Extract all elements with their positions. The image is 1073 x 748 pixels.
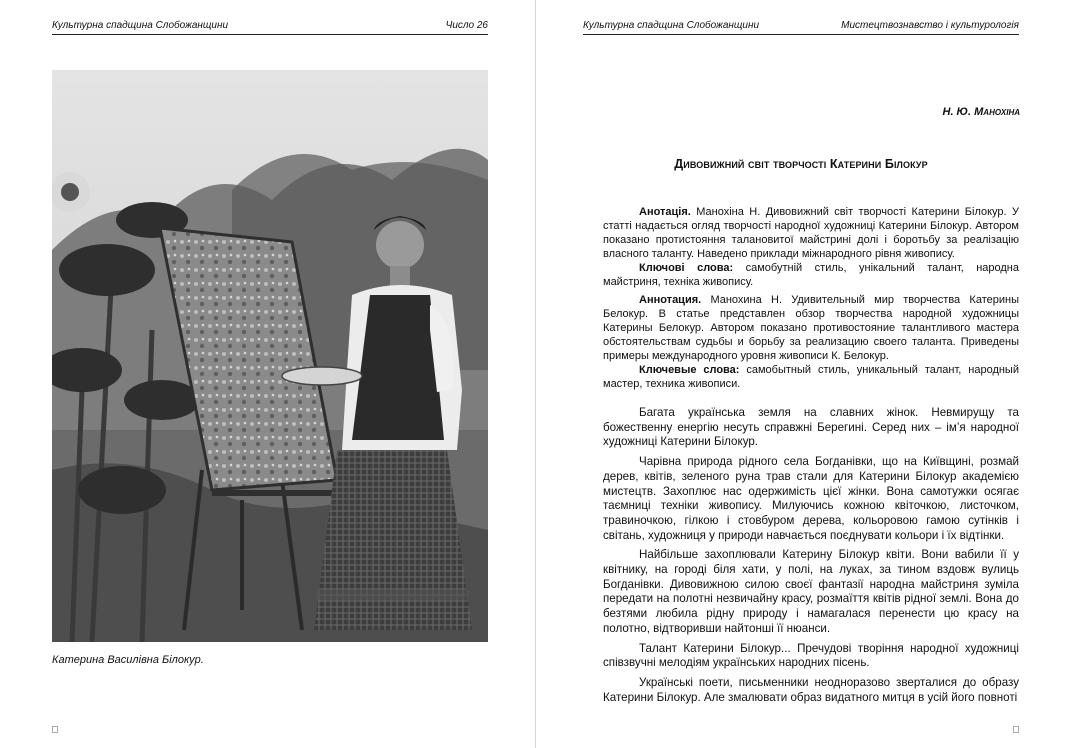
- article-title: Дивовижний світ творчості Катерини Білокур: [674, 157, 928, 171]
- journal-title: Культурна спадщина Слобожанщини: [583, 20, 760, 31]
- photo-icon: [52, 70, 488, 642]
- body-paragraph: Талант Катерини Білокур... Пречудові творіння народної художниці співзвучні мелодіям українських народних пісень.: [603, 641, 1019, 670]
- body-paragraph: Найбільше захоплювали Катерину Білокур квіти. Вони вабили її у квітнику, на городі біля хати, у полі, на луках, за тином вздовж вулиць Богданівки. Дивовижною силою своєї фантазії народна майстриня зуміла передати на полотні незвичайну красу, розмаїття квітів рідної землі. Вона до безтями любила рідну природу і намагалася перенести цю красу на полотно, відтворивши найтонші її нюанси.: [603, 548, 1019, 635]
- running-head-left: [52, 17, 488, 35]
- journal-title: Культурна спадщина Слобожанщини: [52, 20, 229, 31]
- author-surname: Манохіна: [974, 106, 1020, 118]
- article-author: [943, 106, 1021, 118]
- abstract-ua-label: Анотація.: [639, 206, 691, 218]
- page-corner-mark-left: [52, 726, 58, 733]
- abstract-ru: [603, 293, 1019, 363]
- keywords-ua: [603, 261, 1019, 289]
- portrait-photo: [52, 70, 488, 642]
- right-page: [536, 0, 1073, 748]
- photo-caption: Катерина Василівна Білокур.: [52, 654, 204, 666]
- abstract-ua-text: Манохіна Н. Дивовижний світ творчості Катерини Білокур. У статті надається огляд творчості народної художниці Катерини Білокур. Автором показано протистояння талановитої майстрині долі і боротьбу за реалізацію власного таланту. Наведено приклади міжнародного рівня живопису.: [603, 206, 1019, 260]
- article-body: [603, 406, 1019, 710]
- keywords-ua-text: самобутній стиль, унікальний талант, народна майстриня, техніка живопису.: [603, 262, 1019, 288]
- abstract-ru-text: Манохина Н. Удивительный мир творчества Катерины Белокур. В статье представлен обзор творчества народной художницы Катерины Белокур. Автором показано противостояние талантливого мастера обстоятельствам судьбы и борьбу за реализацию своего таланта. Приведены примеры международного уровня живописи К. Белокур.: [603, 294, 1019, 362]
- keywords-ru: [603, 363, 1019, 391]
- page-corner-mark-right: [1013, 726, 1019, 733]
- left-page: [0, 0, 536, 748]
- abstract-ua: [603, 205, 1019, 261]
- body-paragraph: Чарівна природа рідного села Богданівки, що на Київщині, розмай дерев, квітів, зеленого руна трав стали для Катерини Білокур академією мистецтв. Захоплює нас одержимість цієї жінки. Вона самотужки осягає таємниці техніки живопису. Милуючись кожною квіточкою, листочком, травиночкою, гілкою і стовбуром дерева, кольоровою гамою сутінків і світань, художниця у природи навчається поєднувати кольори і їх відтінки.: [603, 455, 1019, 542]
- author-initials: Н. Ю.: [942, 106, 975, 118]
- keywords-ru-text: самобытный стиль, уникальный талант, народный мастер, техника живописи.: [603, 364, 1019, 390]
- issue-number: Число 26: [445, 20, 488, 31]
- abstract-ru-label: Аннотация.: [639, 294, 702, 306]
- body-paragraph: Багата українська земля на славних жінок. Невмирущу та божественну енергію несуть справжні Берегині. Серед них – ім’я народної художниці Катерини Білокур.: [603, 406, 1019, 449]
- keywords-ru-label: Ключевые слова:: [639, 364, 740, 376]
- running-head-right: [583, 17, 1019, 35]
- abstract-block: [603, 205, 1019, 391]
- section-title: Мистецтвознавство і культурологія: [841, 20, 1019, 31]
- body-paragraph: Українські поети, письменники неодноразово зверталися до образу Катерини Білокур. Але змалювати образ видатного митця в усій його повноті: [603, 675, 1019, 704]
- keywords-ua-label: Ключові слова:: [639, 262, 734, 274]
